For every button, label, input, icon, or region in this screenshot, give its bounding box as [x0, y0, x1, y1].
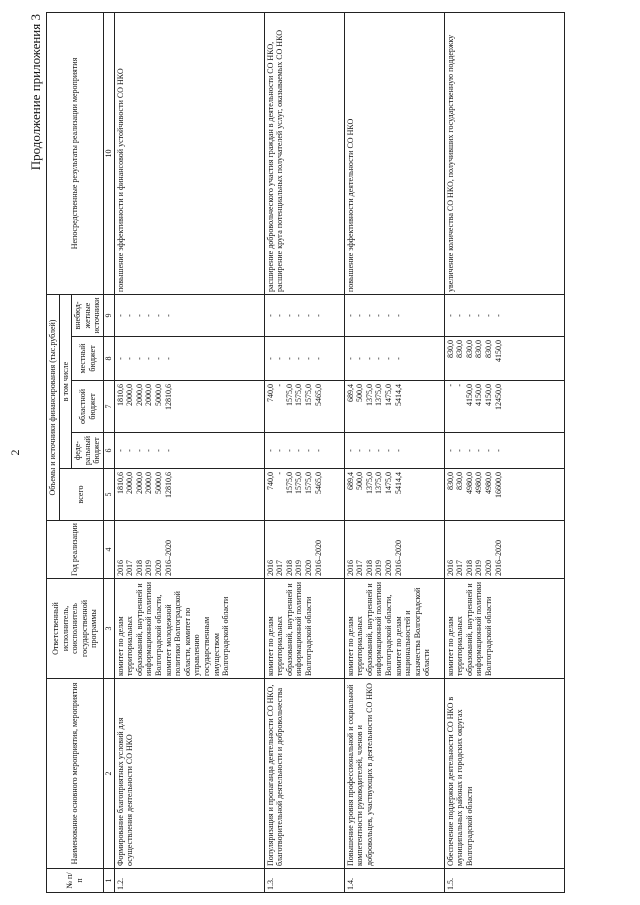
header-regional: областной бюджет	[72, 381, 104, 433]
column-number: 9	[103, 295, 114, 337]
header-funding: Объемы и источники финансирования (тыс.рублей)	[47, 295, 60, 521]
column-number: 5	[103, 469, 114, 521]
header-incl: в том числе	[59, 295, 72, 469]
row-offbudget: - - - - - -	[444, 295, 564, 337]
row-result: повышение эффективности деятельности СО НКО	[344, 13, 444, 295]
row-offbudget: - - - - - -	[264, 295, 344, 337]
column-number: 6	[103, 433, 114, 469]
row-regional: 740,0 - 1575,0 1575,0 1575,0 5465,0	[264, 381, 344, 433]
header-year: Год реализации	[47, 521, 104, 579]
row-offbudget: - - - - - -	[114, 295, 264, 337]
row-federal: - - - - - -	[444, 433, 564, 469]
row-local: - - - - - -	[114, 337, 264, 381]
column-number: 10	[103, 13, 114, 295]
row-result: увеличение количества СО НКО, получивших государственную поддержку	[444, 13, 564, 295]
table-row	[264, 13, 344, 893]
row-federal: - - - - - -	[264, 433, 344, 469]
row-responsible: комитет по делам территориальных образований, внутренней и информационной политики Волгоградской области	[444, 579, 564, 679]
row-regional: 689,4 500,0 1375,0 1375,0 1475,0 5414,4	[344, 381, 444, 433]
row-total: 1810,6 2000,0 2000,0 2000,0 5000,0 12810,6	[114, 469, 264, 521]
header-total: всего	[59, 469, 103, 521]
row-name: Популяризация и пропаганда деятельности СО НКО, благотворительной деятельности и добровольчества	[264, 679, 344, 869]
row-num: 1.4.	[344, 869, 444, 893]
continuation-label: Продолжение приложения 3	[28, 14, 43, 171]
row-offbudget: - - - - - -	[344, 295, 444, 337]
row-responsible: комитет по делам территориальных образований, внутренней и информационной политики Волгоградской области, комитет по делам национальностей и казачества Волгоградской области	[344, 579, 444, 679]
header-local: местный бюджет	[72, 337, 104, 381]
row-total: 830,0 830,0 4980,0 4980,0 4980,0 16600,0	[444, 469, 564, 521]
row-local: 830,0 830,0 830,0 830,0 830,0 4150,0	[444, 337, 564, 381]
row-result: повышение эффективности и финансовой устойчивости СО НКО	[114, 13, 264, 295]
column-number: 3	[103, 579, 114, 679]
row-num: 1.5.	[444, 869, 564, 893]
column-number: 7	[103, 381, 114, 433]
header-federal: феде- ральный бюджет	[72, 433, 104, 469]
row-num: 1.2.	[114, 869, 264, 893]
row-years: 2016 2017 2018 2019 2020 2016–2020	[344, 521, 444, 579]
column-number: 2	[103, 679, 114, 869]
row-local: - - - - - -	[344, 337, 444, 381]
row-years: 2016 2017 2018 2019 2020 2016–2020	[264, 521, 344, 579]
page-number: 2	[8, 449, 22, 456]
row-result: расширение добровольческого участия граждан в деятельности СО НКО, расширение круга потенциальных получателей услуг, оказываемых СО НКО	[264, 13, 344, 295]
column-number: 4	[103, 521, 114, 579]
row-name: Повышение уровня профессиональной и социальной компетентности руководителей, членов и добровольцев, участвующих в деятельности СО НКО	[344, 679, 444, 869]
header-responsible: Ответственный исполнитель, соисполнитель государственной программы	[47, 579, 104, 679]
column-number: 1	[103, 869, 114, 893]
header-name: Наименование основного мероприятия, мероприятия	[47, 679, 104, 869]
row-regional: 1810,6 2000,0 2000,0 2000,0 5000,0 12810,6	[114, 381, 264, 433]
table-row	[114, 13, 264, 893]
header-offbudget: внебюд- жетные источники	[72, 295, 104, 337]
row-responsible: комитет по делам территориальных образований, внутренней и информационной политики Волгоградской области, комитет молодежной политики Волгоградской области, комитет по управлению государственным имуществом Волгоградской области	[114, 579, 264, 679]
row-federal: - - - - - -	[114, 433, 264, 469]
row-total: 740,0 - 1575,0 1575,0 1575,0 5465,0	[264, 469, 344, 521]
table-row	[444, 13, 564, 893]
row-responsible: комитет по делам территориальных образований, внутренней и информационной политики Волгоградской области	[264, 579, 344, 679]
row-name: Формирование благоприятных условий для осуществления деятельности СО НКО	[114, 679, 264, 869]
header-num: № п/п	[47, 869, 104, 893]
row-name: Обеспечение поддержки деятельности СО НКО в муниципальных районах и городских округах Волгоградской области	[444, 679, 564, 869]
row-total: 689,4 500,0 1375,0 1375,0 1475,0 5414,4	[344, 469, 444, 521]
row-regional: - - 4150,0 4150,0 4150,0 12450,0	[444, 381, 564, 433]
funding-table	[46, 12, 565, 893]
row-num: 1.3.	[264, 869, 344, 893]
table-row	[344, 13, 444, 893]
row-federal: - - - - - -	[344, 433, 444, 469]
row-local: - - - - - -	[264, 337, 344, 381]
row-years: 2016 2017 2018 2019 2020 2016–2020	[444, 521, 564, 579]
header-results: Непосредственные результаты реализации мероприятия	[47, 13, 104, 295]
row-years: 2016 2017 2018 2019 2020 2016–2020	[114, 521, 264, 579]
column-number: 8	[103, 337, 114, 381]
